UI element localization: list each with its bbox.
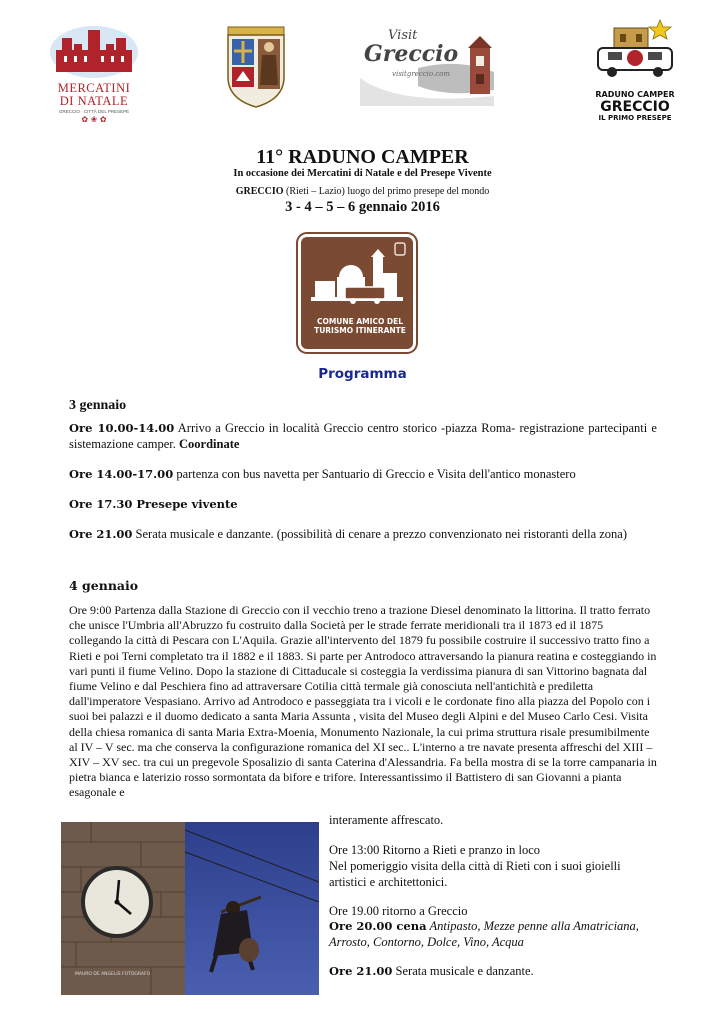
- camper-icon: [590, 18, 680, 82]
- day1-event1: [69, 421, 657, 452]
- raduno-line2: GRECCIO: [600, 99, 670, 115]
- mercatini-line1: MERCATINI: [57, 81, 131, 95]
- visit-big: Greccio: [364, 41, 459, 67]
- day1-heading: 3 gennaio: [69, 398, 127, 413]
- coat-of-arms-icon: [222, 25, 290, 109]
- comune-amico-badge: [298, 234, 416, 352]
- town-camper-icon: [301, 237, 413, 315]
- day1-event3: [69, 497, 657, 513]
- programma-heading: Programma: [318, 366, 407, 382]
- day1-event1-time: Ore 10.00-14.00: [69, 421, 175, 435]
- day1-event3-time: Ore 17.30 Presepe vivente: [69, 497, 238, 511]
- visit-url: visitgreccio.com: [392, 70, 450, 78]
- day2-description: Ore 9:00 Partenza dalla Stazione di Greccio con il vecchio treno a trazione Diesel denominato la littorina. Il tratto ferrato che unisce l'Umbria all'Abruzzo fu costruito dalla Società per le strade ferrate meridionali tra il 1873 ed il 1875 collegando la città di Pescara con L'Aquila. Grazie all'intervento del 1879 fu possibile costruire il successivo tratto fino a Rieti e poi Terni completato tra il 1882 e il 1883. Si parte per Antrodoco attraversando la pianura reatina e costeggiando in vari punti il fiume Velino. Dopo la stazione di Cittaducale si costeggia la verdissima pianura di san Vittorino bagnata dal fiume Velino e dal Peschiera fino ad attraversare Cotilia città termale già conosciuta nell'antichità e prediletta dall'imperatore Vespasiano. Arrivo ad Antrodoco e passeggiata tra i vicoli e le cordonate fino alla piazza del Popolo con i suoi bei palazzi e il duomo dedicato a santa Maria Assunta , visita del Museo degli Alpini e del Museo Carlo Cesi. Visita della chiesa romanica di santa Maria Extra-Moenia, Monumento Nazionale, la cui prima struttura risale presumibilmente al IV – V sec. ma che conserva la configurazione romanica del XI sec.. L'interno a tre navate presenta affreschi del XIII – XIV – XV sec. tra cui un pregevole Sposalizio di santa Caterina d'Alessandria. Fa bella mostra di se la torre campanaria in pietra bianca e laterizio rosso sormontata da bifore e trifore. Interessantissimo il Battistero di san Giovanni a pianta esagonale e: [69, 603, 657, 800]
- day1-event2-time: Ore 14.00-17.00: [69, 467, 174, 481]
- page-title: 11° RADUNO CAMPER: [256, 146, 469, 168]
- badge-text: [301, 317, 419, 335]
- badge-line1: COMUNE AMICO DEL: [316, 317, 404, 326]
- visit-small: Visit: [388, 28, 418, 43]
- day2-evening: [329, 964, 659, 980]
- day2-cont: interamente affrescato.: [329, 813, 444, 827]
- day2-dinner: [329, 919, 659, 950]
- tower-icon: [358, 28, 498, 108]
- flower-ornaments: ✿ ❀ ✿: [81, 115, 107, 124]
- day2-return-greccio: Ore 19.00 ritorno a Greccio: [329, 904, 468, 918]
- day1-event4-text: Serata musicale e danzante. (possibilità di cenare a prezzo convenzionato nei ristoranti della zona): [132, 527, 627, 541]
- mercatini-line3: GRECCIO · CITTÀ DEL PRESEPE: [58, 109, 130, 114]
- day2-dinner-menu: Antipasto, Mezze penne alla Amatriciana, Arrosto, Contorno, Dolce, Vino, Acqua: [329, 919, 639, 949]
- day2-dinner-time: Ore 20.00 cena: [329, 919, 427, 933]
- photo-caption: MAURO DE ANGELIS FOTOGRAFO: [75, 972, 151, 977]
- mercatini-logo: [44, 22, 144, 122]
- location-line: [0, 186, 725, 197]
- castle-icon: [44, 22, 144, 82]
- day1-event4-time: Ore 21.00: [69, 527, 133, 541]
- day2-return: Ore 13:00 Ritorno a Rieti e pranzo in loco: [329, 843, 541, 857]
- page-subtitle: In occasione dei Mercatini di Natale e del Presepe Vivente: [233, 168, 492, 179]
- day1-event2: [69, 467, 657, 483]
- raduno-line3: IL PRIMO PRESEPE: [598, 114, 672, 122]
- day1-event1-text: Arrivo a Greccio in località Greccio centro storico -piazza Roma- registrazione partecipanti e sistemazione camper.: [69, 421, 657, 451]
- badge-line2: TURISMO ITINERANTE: [314, 326, 406, 335]
- location-rest: (Rieti – Lazio) luogo del primo presepe del mondo: [283, 186, 490, 197]
- day2-evening-time: Ore 21.00: [329, 964, 393, 978]
- day1-event4: [69, 527, 657, 543]
- raduno-line1: RADUNO CAMPER: [595, 90, 675, 99]
- witch-tower-photo: [61, 822, 319, 995]
- day2-evening-text: Serata musicale e danzante.: [392, 964, 534, 978]
- event-dates: 3 - 4 – 5 – 6 gennaio 2016: [285, 199, 440, 215]
- day2-heading: 4 gennaio: [69, 578, 139, 593]
- raduno-camper-logo: [590, 18, 680, 122]
- visit-greccio-logo: [358, 28, 498, 108]
- mercatini-line2: DI NATALE: [59, 94, 129, 108]
- location-name: GRECCIO: [235, 186, 284, 197]
- day1-event2-text: partenza con bus navetta per Santuario di Greccio e Visita dell'antico monastero: [173, 467, 576, 481]
- day2-afternoon: Nel pomeriggio visita della città di Rieti con i suoi gioielli artistici e architettonici.: [329, 859, 621, 889]
- coordinate-link: Coordinate: [179, 436, 240, 451]
